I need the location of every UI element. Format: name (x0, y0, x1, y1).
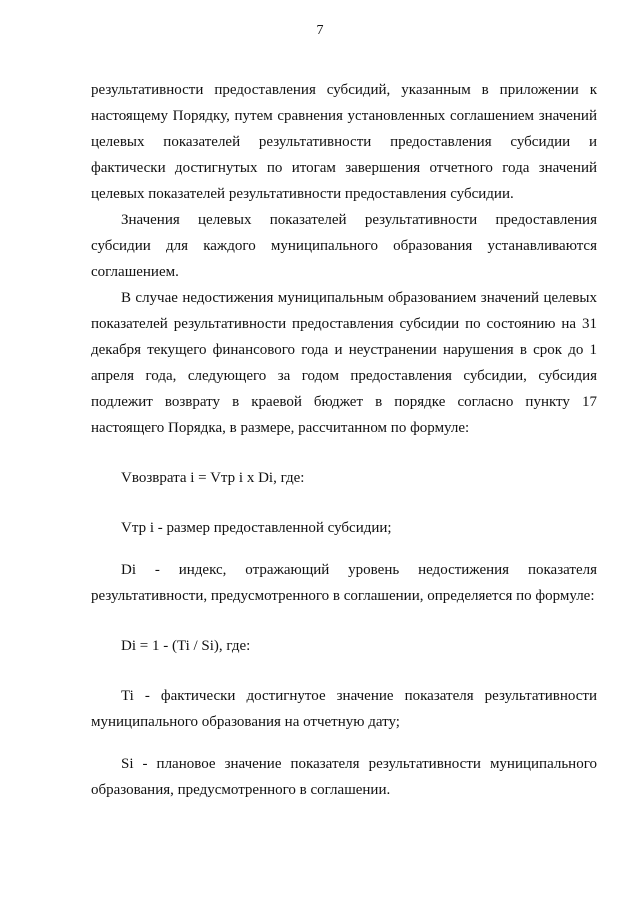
formula-di: Di = 1 - (Ti / Si), где: (121, 638, 251, 654)
page-number: 7 (316, 23, 324, 38)
definition-vtr: Vтр i - размер предоставленной субсидии; (121, 520, 392, 536)
definition-si: Si - плановое значение показателя результативности муниципального образования, предусмотренного в соглашении. (91, 756, 597, 798)
definition-ti: Ti - фактически достигнутое значение показателя результативности муниципального образования на отчетную дату; (91, 688, 597, 730)
formula-refund: Vвозврата i = Vтр i x Di, где: (121, 470, 305, 486)
paragraph-continuation: результативности предоставления субсидий, указанным в приложении к настоящему Порядку, путем сравнения установленных соглашением значений целевых показателей результативности предоставления субсидии и фактически достигнутых по итогам завершения отчетного года значений целевых показателей результативности предоставления субсидии. (91, 82, 597, 202)
document-body (91, 77, 597, 803)
paragraph-refund-condition: В случае недостижения муниципальным образованием значений целевых показателей результативности предоставления субсидии по состоянию на 31 декабря текущего финансового года и неустранении нарушения в срок до 1 апреля года, следующего за годом предоставления субсидии, субсидия подлежит возврату в краевой бюджет в порядке согласно пункту 17 настоящего Порядка, в размере, рассчитанном по формуле: (91, 290, 597, 436)
paragraph-target-values: Значения целевых показателей результативности предоставления субсидии для каждого муниципального образования устанавливаются соглашением. (91, 212, 597, 280)
definition-di: Di - индекс, отражающий уровень недостижения показателя результативности, предусмотренного в соглашении, определяется по формуле: (91, 562, 597, 604)
